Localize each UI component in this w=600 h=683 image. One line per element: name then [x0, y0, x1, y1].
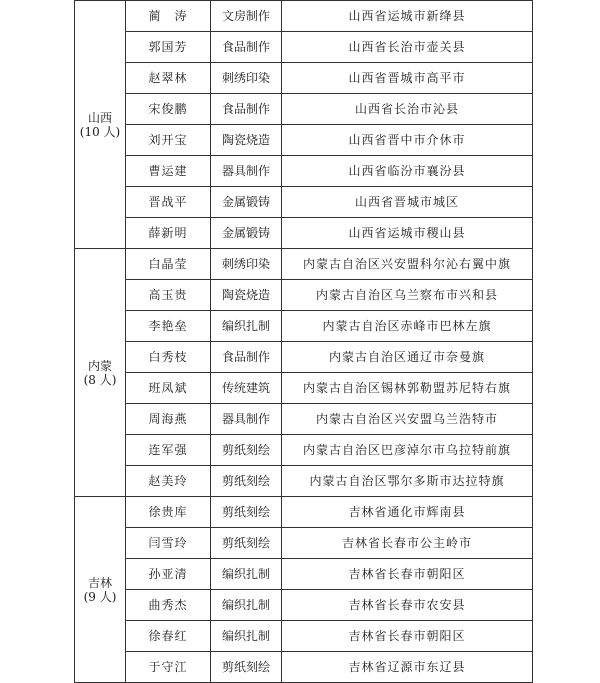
location: 山西省临汾市襄汾县 — [282, 156, 533, 187]
craft-category: 编织扎制 — [211, 311, 282, 342]
person-name: 宋俊鹏 — [126, 94, 211, 125]
region-count: (8 人) — [83, 372, 117, 387]
table-row — [75, 590, 533, 621]
location: 吉林省长春市朝阳区 — [282, 621, 533, 652]
craft-category: 剪纸刻绘 — [211, 435, 282, 466]
location: 吉林省通化市辉南县 — [282, 497, 533, 528]
location: 内蒙古自治区鄂尔多斯市达拉特旗 — [282, 466, 533, 497]
craftsmen-table — [74, 0, 533, 683]
location: 内蒙古自治区巴彦淖尔市乌拉特前旗 — [282, 435, 533, 466]
location: 吉林省辽源市东辽县 — [282, 652, 533, 683]
person-name: 刘开宝 — [126, 125, 211, 156]
region-cell-jilin — [75, 497, 126, 683]
craft-category: 编织扎制 — [211, 559, 282, 590]
location: 内蒙古自治区乌兰察布市兴和县 — [282, 280, 533, 311]
person-name: 赵美玲 — [126, 466, 211, 497]
region-cell-neimeng — [75, 249, 126, 497]
table-row — [75, 373, 533, 404]
craft-category: 编织扎制 — [211, 590, 282, 621]
table-row — [75, 125, 533, 156]
craft-category: 刺绣印染 — [211, 63, 282, 94]
table-row — [75, 1, 533, 32]
table-row — [75, 63, 533, 94]
person-name: 蔺 涛 — [126, 1, 211, 32]
location: 内蒙古自治区兴安盟乌兰浩特市 — [282, 404, 533, 435]
region-cell-shanxi — [75, 1, 126, 249]
table-row — [75, 32, 533, 63]
region-count: (10 人) — [79, 124, 121, 139]
location: 吉林省长春市农安县 — [282, 590, 533, 621]
location: 山西省晋城市高平市 — [282, 63, 533, 94]
person-name: 孙亚清 — [126, 559, 211, 590]
craft-category: 金属锻铸 — [211, 218, 282, 249]
craft-category: 剪纸刻绘 — [211, 528, 282, 559]
person-name: 白秀枝 — [126, 342, 211, 373]
location: 山西省长治市壶关县 — [282, 32, 533, 63]
craft-category: 食品制作 — [211, 94, 282, 125]
location: 山西省长治市沁县 — [282, 94, 533, 125]
region-name: 内蒙 — [87, 358, 112, 373]
table-row — [75, 156, 533, 187]
craft-category: 陶瓷烧造 — [211, 280, 282, 311]
person-name: 曹运建 — [126, 156, 211, 187]
craft-category: 食品制作 — [211, 32, 282, 63]
craft-category: 金属锻铸 — [211, 187, 282, 218]
craft-category: 器具制作 — [211, 156, 282, 187]
table-row — [75, 559, 533, 590]
table-row — [75, 497, 533, 528]
location: 山西省运城市新绛县 — [282, 1, 533, 32]
person-name: 徐春红 — [126, 621, 211, 652]
craft-category: 剪纸刻绘 — [211, 652, 282, 683]
person-name: 李艳垒 — [126, 311, 211, 342]
table-row — [75, 621, 533, 652]
person-name: 于守江 — [126, 652, 211, 683]
person-name: 周海燕 — [126, 404, 211, 435]
craft-category: 陶瓷烧造 — [211, 125, 282, 156]
craft-category: 刺绣印染 — [211, 249, 282, 280]
craft-category: 剪纸刻绘 — [211, 466, 282, 497]
person-name: 闫雪玲 — [126, 528, 211, 559]
person-name: 赵翠林 — [126, 63, 211, 94]
craft-category: 编织扎制 — [211, 621, 282, 652]
location: 山西省运城市稷山县 — [282, 218, 533, 249]
region-name: 吉林 — [87, 575, 112, 590]
person-name: 高玉贵 — [126, 280, 211, 311]
person-name: 白晶莹 — [126, 249, 211, 280]
person-name: 连军强 — [126, 435, 211, 466]
location: 内蒙古自治区赤峰市巴林左旗 — [282, 311, 533, 342]
region-name: 山西 — [87, 110, 112, 125]
location: 内蒙古自治区通辽市奈曼旗 — [282, 342, 533, 373]
table-row — [75, 435, 533, 466]
location: 内蒙古自治区锡林郭勒盟苏尼特右旗 — [282, 373, 533, 404]
region-count: (9 人) — [83, 589, 117, 604]
table-row — [75, 94, 533, 125]
person-name: 班凤斌 — [126, 373, 211, 404]
location: 吉林省长春市公主岭市 — [282, 528, 533, 559]
table-row — [75, 311, 533, 342]
table-row — [75, 652, 533, 683]
person-name: 曲秀杰 — [126, 590, 211, 621]
person-name: 徐贵库 — [126, 497, 211, 528]
table-row — [75, 218, 533, 249]
craft-category: 文房制作 — [211, 1, 282, 32]
table-row — [75, 528, 533, 559]
table-row — [75, 404, 533, 435]
table-row — [75, 280, 533, 311]
table-row — [75, 466, 533, 497]
person-name: 郭国芳 — [126, 32, 211, 63]
table-row — [75, 249, 533, 280]
craft-category: 传统建筑 — [211, 373, 282, 404]
table-row — [75, 187, 533, 218]
craft-category: 食品制作 — [211, 342, 282, 373]
location: 内蒙古自治区兴安盟科尔沁右翼中旗 — [282, 249, 533, 280]
person-name: 薛新明 — [126, 218, 211, 249]
craft-category: 器具制作 — [211, 404, 282, 435]
location: 山西省晋中市介休市 — [282, 125, 533, 156]
table-row — [75, 342, 533, 373]
location: 吉林省长春市朝阳区 — [282, 559, 533, 590]
location: 山西省晋城市城区 — [282, 187, 533, 218]
craft-category: 剪纸刻绘 — [211, 497, 282, 528]
person-name: 晋战平 — [126, 187, 211, 218]
